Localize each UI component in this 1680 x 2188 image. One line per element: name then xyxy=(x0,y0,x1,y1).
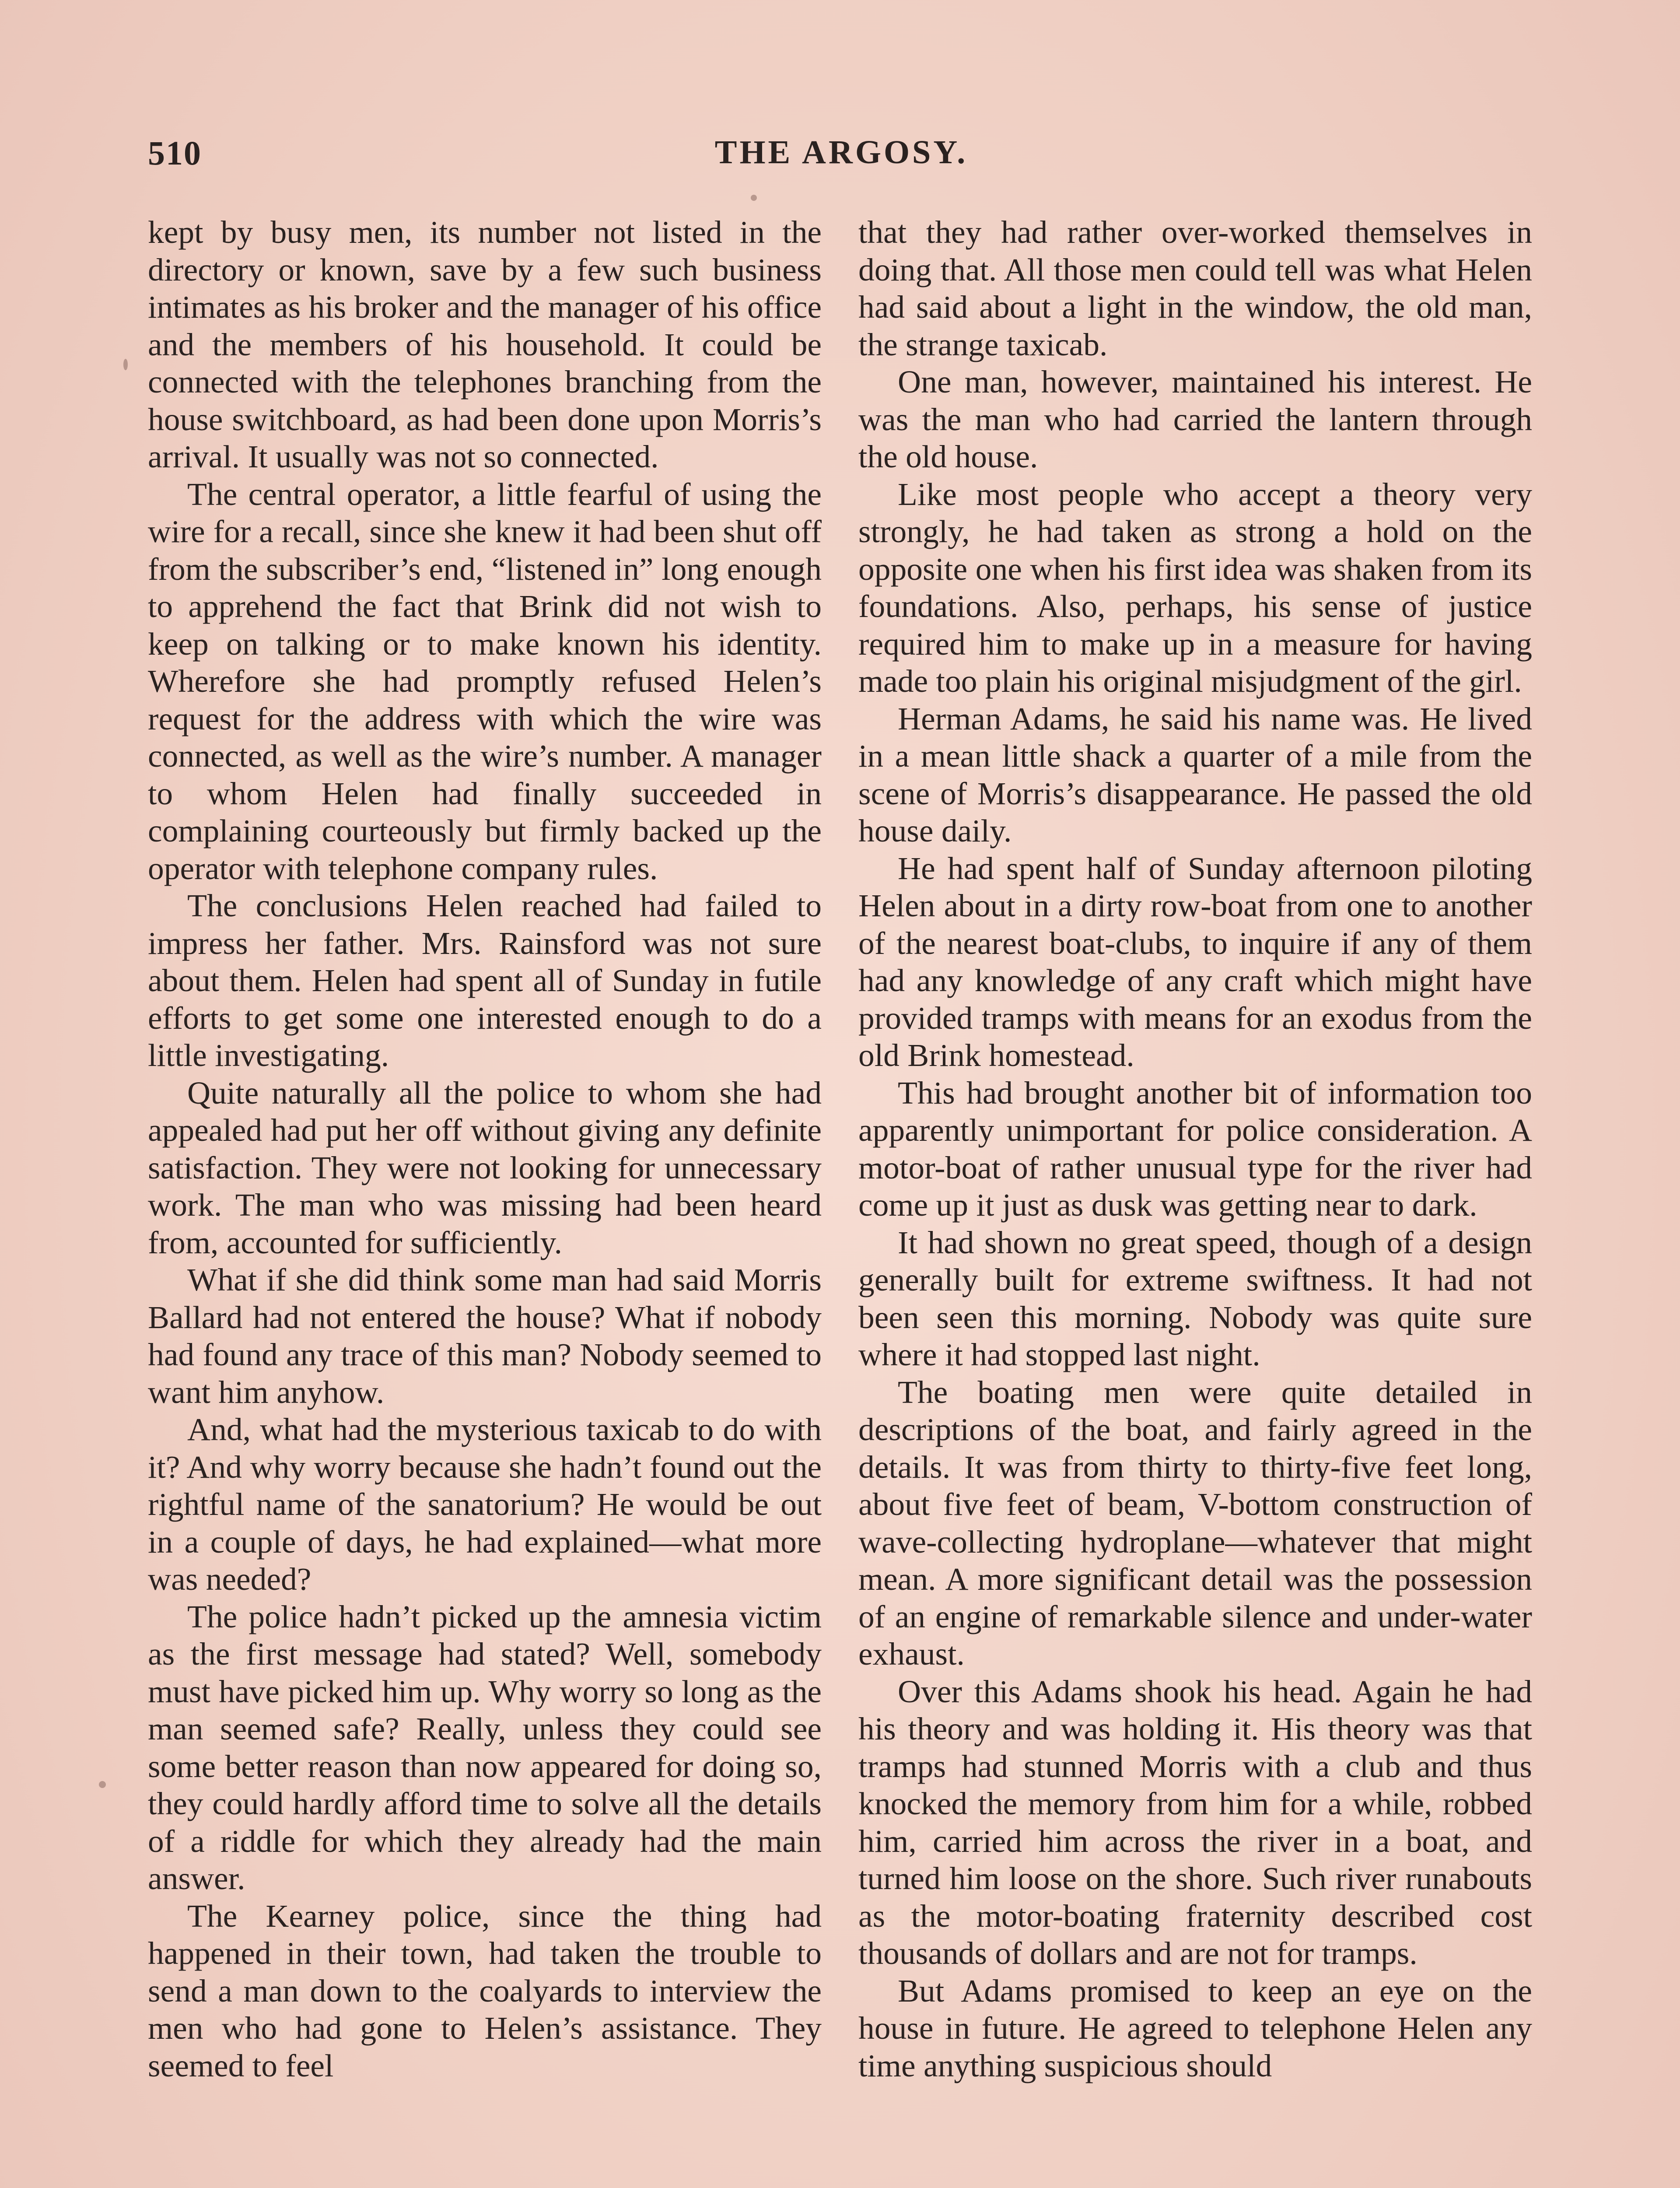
paragraph: kept by busy men, its number not listed in the directory or known, save by a few such business intimates as his broker and the manager of his office and the members of his household. It could be connected with the telephones branching from the house switchboard, as had been done upon Morris’s arrival. It usually was not so connected. xyxy=(148,214,822,474)
left-column xyxy=(148,214,822,2084)
paragraph: Like most people who accept a theory very strongly, he had taken as strong a hold on the opposite one when his first idea was shaken from its foundations. Also, perhaps, his sense of justice required him to make up in a measure for having made too plain his original misjudgment of the girl. xyxy=(858,476,1532,699)
page-header xyxy=(148,133,1535,186)
paper-speck xyxy=(751,195,757,201)
paragraph: One man, however, maintained his interest. He was the man who had carried the lantern through the old house. xyxy=(858,364,1532,474)
paper-speck xyxy=(123,359,128,370)
paragraph: The boating men were quite detailed in descriptions of the boat, and fairly agreed in the details. It was from thirty to thirty-five feet long, about five feet of beam, V-bottom construction of wave-collecting hydroplane—whatever that might mean. A more significant detail was the possession of an engine of remarkable silence and under-water exhaust. xyxy=(858,1374,1532,1672)
paragraph: This had brought another bit of information too apparently unimportant for police consideration. A motor-boat of rather unusual type for the river had come up it just as dusk was getting near to dark. xyxy=(858,1075,1532,1223)
paragraph: Herman Adams, he said his name was. He lived in a mean little shack a quarter of a mile from the scene of Morris’s disappearance. He passed the old house daily. xyxy=(858,701,1532,849)
paragraph: The conclusions Helen reached had failed to impress her father. Mrs. Rainsford was not sure about them. Helen had spent all of Sunday in futile efforts to get some one interested enough to do a little investigating. xyxy=(148,888,822,1073)
paragraph: The police hadn’t picked up the amnesia victim as the first message had stated? Well, somebody must have picked him up. Why worry so long as the man seemed safe? Really, unless they could see some better reason than now appeared for doing so, they could hardly afford time to solve all the details of a riddle for which they already had the main answer. xyxy=(148,1599,822,1896)
page-number: 510 xyxy=(148,134,202,172)
paragraph: What if she did think some man had said Morris Ballard had not entered the house? What if nobody had found any trace of this man? Nobody seemed to want him anyhow. xyxy=(148,1262,822,1410)
paper-speck xyxy=(99,1781,106,1788)
paragraph: But Adams promised to keep an eye on the house in future. He agreed to telephone Helen any time anything suspicious should xyxy=(858,1973,1532,2083)
paragraph: The Kearney police, since the thing had happened in their town, had taken the trouble to send a man down to the coalyards to interview the men who had gone to Helen’s assistance. They seemed to feel xyxy=(148,1898,822,2083)
paragraph: that they had rather over-worked themselves in doing that. All those men could tell was what Helen had said about a light in the window, the old man, the strange taxicab. xyxy=(858,214,1532,362)
paragraph: And, what had the mysterious taxicab to do with it? And why worry because she hadn’t found out the rightful name of the sanatorium? He would be out in a couple of days, he had explained—what more was needed? xyxy=(148,1412,822,1597)
paragraph: The central operator, a little fearful of using the wire for a recall, since she knew it had been shut off from the subscriber’s end, “listened in” long enough to apprehend the fact that Brink did not wish to keep on talking or to make known his identity. Wherefore she had promptly refused Helen’s request for the address with which the wire was connected, as well as the wire’s number. A manager to whom Helen had finally succeeded in complaining courteously but firmly backed up the operator with telephone company rules. xyxy=(148,476,822,886)
paragraph: Quite naturally all the police to whom she had appealed had put her off without giving any definite satisfaction. They were not looking for unnecessary work. The man who was missing had been heard from, accounted for sufficiently. xyxy=(148,1075,822,1260)
paragraph: He had spent half of Sunday afternoon piloting Helen about in a dirty row-boat from one to another of the nearest boat-clubs, to inquire if any of them had any knowledge of any craft which might have provided tramps with means for an exodus from the old Brink homestead. xyxy=(858,850,1532,1073)
running-title: THE ARGOSY. xyxy=(714,134,968,171)
paragraph: It had shown no great speed, though of a design generally built for extreme swiftness. It had not been seen this morning. Nobody was quite sure where it had stopped last night. xyxy=(858,1224,1532,1372)
right-column xyxy=(858,214,1532,2084)
paragraph: Over this Adams shook his head. Again he had his theory and was holding it. His theory was that tramps had stunned Morris with a club and thus knocked the memory from him for a while, robbed him, carried him across the river in a boat, and turned him loose on the shore. Such river runabouts as the motor-boating fraternity described cost thousands of dollars and are not for tramps. xyxy=(858,1673,1532,1971)
